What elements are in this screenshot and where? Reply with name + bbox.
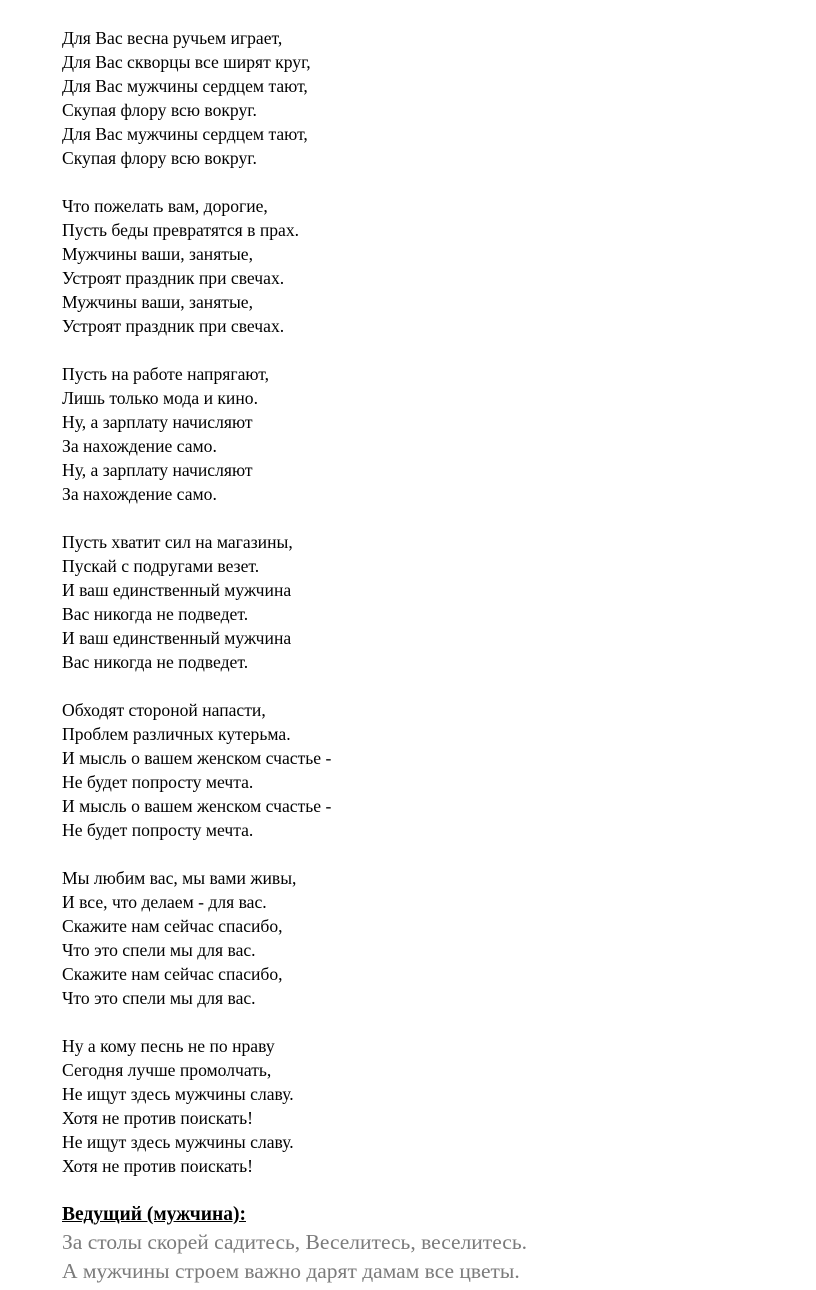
poem-line: За нахождение само. <box>62 436 217 456</box>
poem-line: Обходят стороной напасти, <box>62 700 266 720</box>
poem-line: Хотя не против поискать! <box>62 1108 253 1128</box>
speaker-heading: Ведущий (мужчина): <box>62 1204 246 1225</box>
poem-line: Лишь только мода и кино. <box>62 388 258 408</box>
poem-line: Для Вас весна ручьем играет, <box>62 28 283 48</box>
poem-line: Вас никогда не подведет. <box>62 652 249 672</box>
poem-line: Не будет попросту мечта. <box>62 820 254 840</box>
stanza <box>62 194 782 338</box>
poem-line: И мысль о вашем женском счастье - <box>62 796 332 816</box>
stanza <box>62 362 782 506</box>
poem-line: Сегодня лучше промолчать, <box>62 1060 272 1080</box>
poem-line: Для Вас мужчины сердцем тают, <box>62 76 308 96</box>
poem-line: И ваш единственный мужчина <box>62 580 292 600</box>
poem-line: За нахождение само. <box>62 484 217 504</box>
poem-line: Ну, а зарплату начисляют <box>62 460 253 480</box>
stanza <box>62 26 782 170</box>
poem-line: Что пожелать вам, дорогие, <box>62 196 268 216</box>
poem-line: Скажите нам сейчас спасибо, <box>62 916 283 936</box>
poem-line: Для Вас мужчины сердцем тают, <box>62 124 308 144</box>
poem-line: Не будет попросту мечта. <box>62 772 254 792</box>
document-page <box>62 26 782 1286</box>
poem-line: Вас никогда не подведет. <box>62 604 249 624</box>
poem-line: Устроят праздник при свечах. <box>62 268 285 288</box>
poem-line: Ну а кому песнь не по нраву <box>62 1036 275 1056</box>
poem-line: Мы любим вас, мы вами живы, <box>62 868 297 888</box>
poem-line: И ваш единственный мужчина <box>62 628 292 648</box>
poem-line: Скажите нам сейчас спасибо, <box>62 964 283 984</box>
stanza <box>62 1034 782 1178</box>
closing-line: За столы скорей садитесь, Веселитесь, веселитесь. <box>62 1230 528 1254</box>
poem-line: Мужчины ваши, занятые, <box>62 244 254 264</box>
poem-line: Проблем различных кутерьма. <box>62 724 291 744</box>
poem-line: Не ищут здесь мужчины славу. <box>62 1132 294 1152</box>
poem-body <box>62 26 782 1178</box>
stanza <box>62 698 782 842</box>
poem-line: Что это спели мы для вас. <box>62 940 256 960</box>
poem-line: Для Вас скворцы все ширят круг, <box>62 52 311 72</box>
poem-line: Ну, а зарплату начисляют <box>62 412 253 432</box>
poem-line: Пусть беды превратятся в прах. <box>62 220 300 240</box>
poem-line: И все, что делаем - для вас. <box>62 892 267 912</box>
poem-line: Не ищут здесь мужчины славу. <box>62 1084 294 1104</box>
closing-line: А мужчины строем важно дарят дамам все цветы. <box>62 1259 520 1283</box>
poem-line: Пускай с подругами везет. <box>62 556 260 576</box>
poem-line: Скупая флору всю вокруг. <box>62 148 257 168</box>
stanza <box>62 866 782 1010</box>
poem-line: Устроят праздник при свечах. <box>62 316 285 336</box>
poem-line: Пусть на работе напрягают, <box>62 364 270 384</box>
poem-line: Что это спели мы для вас. <box>62 988 256 1008</box>
closing-text <box>62 1228 782 1286</box>
poem-line: И мысль о вашем женском счастье - <box>62 748 332 768</box>
poem-line: Мужчины ваши, занятые, <box>62 292 254 312</box>
poem-line: Пусть хватит сил на магазины, <box>62 532 293 552</box>
poem-line: Хотя не против поискать! <box>62 1156 253 1176</box>
poem-line: Скупая флору всю вокруг. <box>62 100 257 120</box>
stanza <box>62 530 782 674</box>
